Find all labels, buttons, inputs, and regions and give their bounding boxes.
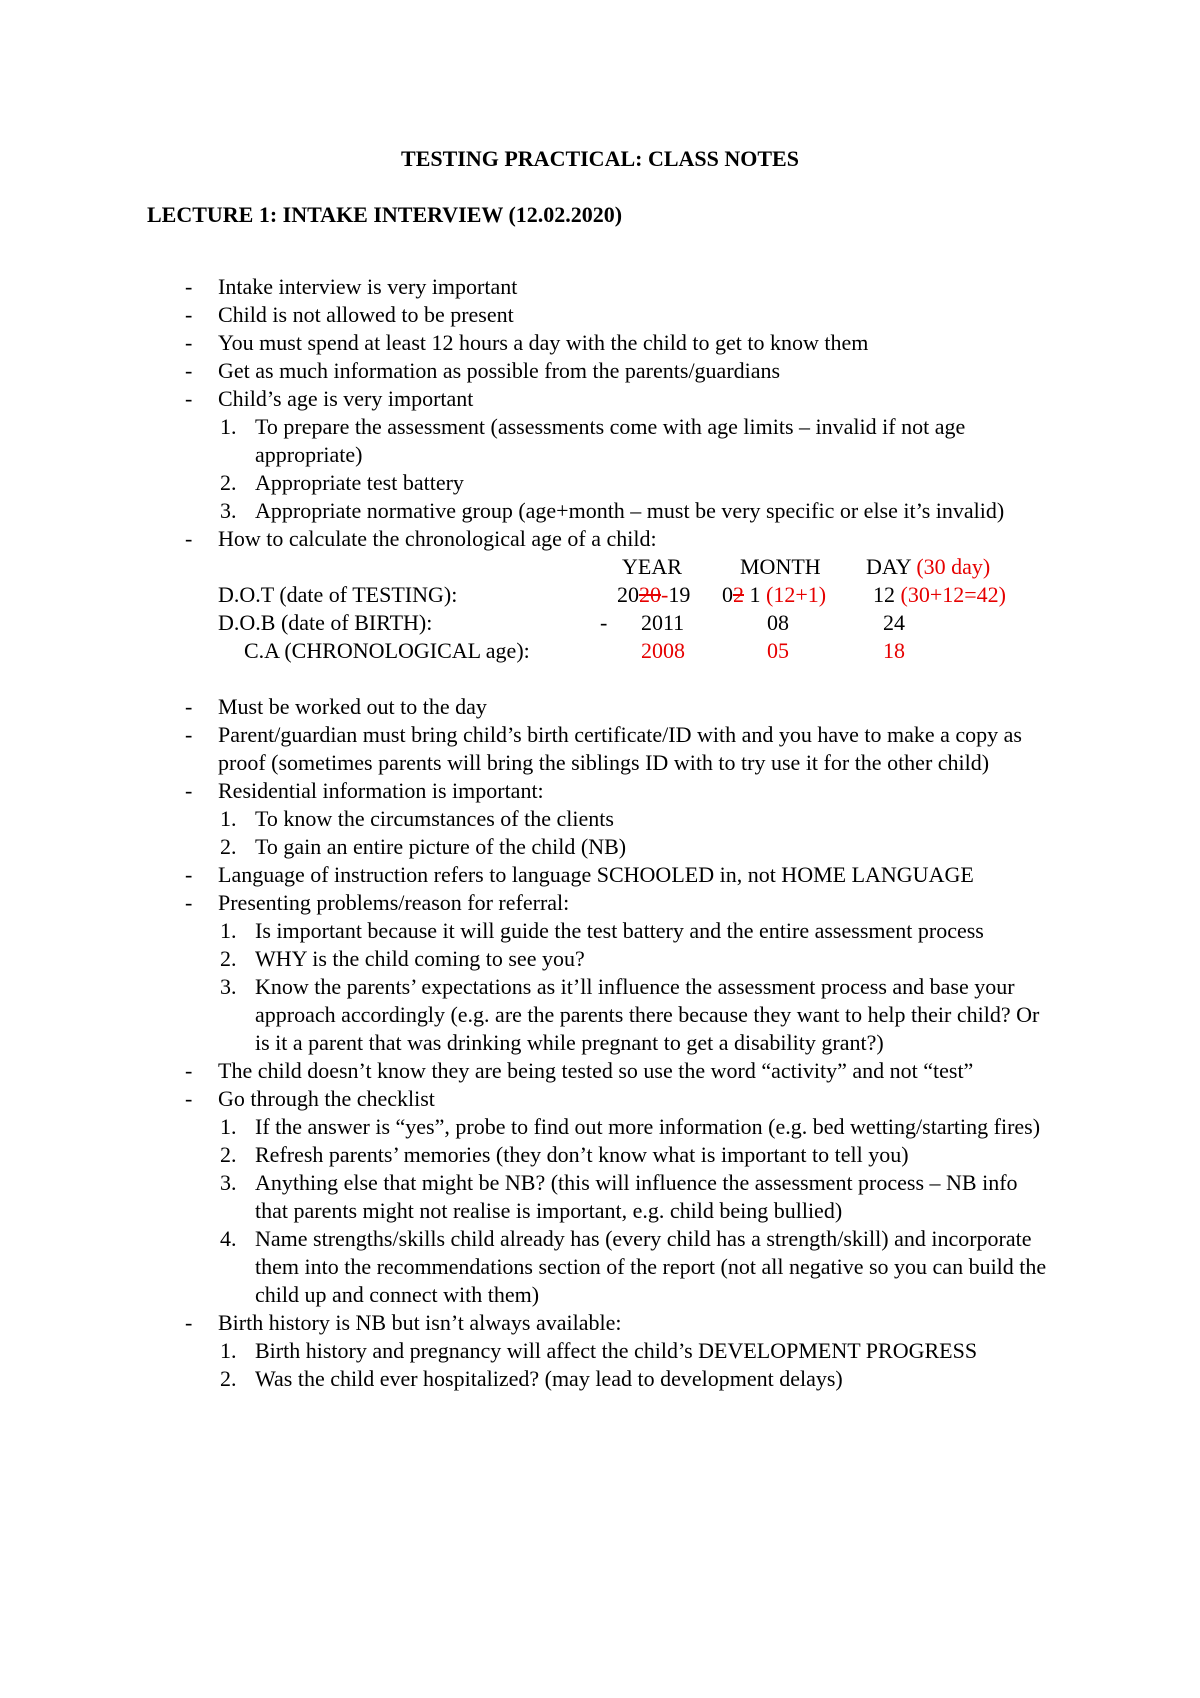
- table-row-dob: [0, 609, 1200, 637]
- lecture-heading: LECTURE 1: INTAKE INTERVIEW (12.02.2020): [147, 202, 623, 227]
- numbered-text: To know the circumstances of the clients: [255, 806, 614, 831]
- dash-marker: -: [185, 302, 193, 327]
- day-header: [866, 553, 990, 581]
- dash-marker: -: [185, 1310, 193, 1335]
- bullet-item: [0, 1057, 1068, 1085]
- numbered-text: Know the parents’ expectations as it’ll influence the assessment process and base your approach accordingly (e.g. are the parents there because they want to help their child? Or is it a parent that was drinking while pregnant to get a disability grant?): [255, 974, 1040, 1055]
- numbered-item: [0, 1365, 1055, 1393]
- dash-marker: -: [185, 386, 193, 411]
- dash-marker: -: [185, 358, 193, 383]
- bullet-text: Residential information is important:: [218, 778, 544, 803]
- bullet-text: Child is not allowed to be present: [218, 302, 514, 327]
- numbered-text: Birth history and pregnancy will affect the child’s DEVELOPMENT PROGRESS: [255, 1338, 978, 1363]
- table-row-ca: [0, 637, 1200, 665]
- dob-day: 24: [883, 610, 905, 635]
- bullet-item: [0, 301, 1068, 329]
- ca-day: 18: [883, 638, 905, 663]
- document-title: TESTING PRACTICAL: CLASS NOTES: [401, 146, 799, 171]
- number-marker: 1.: [220, 1114, 237, 1139]
- numbered-text: Was the child ever hospitalized? (may lead to development delays): [255, 1366, 843, 1391]
- bullet-item: [0, 385, 1068, 413]
- numbered-text: To prepare the assessment (assessments come with age limits – invalid if not age appropriate): [255, 414, 966, 467]
- number-marker: 1.: [220, 1338, 237, 1363]
- bullet-item: [0, 525, 1068, 553]
- dot-month-prefix: 0: [722, 582, 733, 607]
- number-marker: 3.: [220, 974, 237, 999]
- bullet-item: [0, 1309, 1068, 1337]
- bullet-text: Get as much information as possible from the parents/guardians: [218, 358, 781, 383]
- dash-marker: -: [185, 1086, 193, 1111]
- day-header-label: DAY: [866, 554, 911, 579]
- dot-day-note: (30+12=42): [900, 582, 1006, 607]
- numbered-item: [0, 1225, 1055, 1309]
- day-header-note: (30 day): [916, 554, 991, 579]
- bullet-item: [0, 693, 1068, 721]
- numbered-item: [0, 973, 1055, 1057]
- bullet-text: You must spend at least 12 hours a day with the child to get to know them: [218, 330, 869, 355]
- bullet-item: [0, 777, 1068, 805]
- numbered-item: [0, 917, 1055, 945]
- numbered-item: [0, 1113, 1055, 1141]
- number-marker: 2.: [220, 470, 237, 495]
- bullet-item: [0, 329, 1068, 357]
- numbered-text: Anything else that might be NB? (this will influence the assessment process – NB info that parents might not realise is important, e.g. child being bullied): [255, 1170, 1018, 1223]
- numbered-text: Name strengths/skills child already has (every child has a strength/skill) and incorporate them into the recommendations section of the report (not all negative so you can build the child up and connect with them): [255, 1226, 1047, 1307]
- numbered-item: [0, 497, 1055, 525]
- numbered-item: [0, 805, 1055, 833]
- dob-month: 08: [767, 610, 789, 635]
- number-marker: 4.: [220, 1226, 237, 1251]
- bullet-text: Parent/guardian must bring child’s birth certificate/ID with and you have to make a copy as proof (sometimes parents will bring the siblings ID with to try use it for the other child): [218, 722, 1022, 775]
- dot-year-prefix: 20: [617, 582, 639, 607]
- numbered-item: [0, 1169, 1055, 1225]
- month-header: MONTH: [740, 554, 821, 579]
- bullet-text: The child doesn’t know they are being tested so use the word “activity” and not “test”: [218, 1058, 974, 1083]
- bullet-item: [0, 721, 1068, 777]
- numbered-text: WHY is the child coming to see you?: [255, 946, 585, 971]
- number-marker: 2.: [220, 1366, 237, 1391]
- number-marker: 2.: [220, 946, 237, 971]
- bullet-item: [0, 357, 1068, 385]
- dash-marker: -: [185, 722, 193, 747]
- dot-year: [617, 581, 690, 609]
- dash-marker: -: [185, 1058, 193, 1083]
- dot-year-struck: 20: [639, 582, 661, 607]
- dot-year-correction: -: [661, 582, 669, 607]
- dash-marker: -: [185, 694, 193, 719]
- ca-label: C.A (CHRONOLOGICAL age):: [244, 638, 530, 663]
- bullet-item: [0, 1085, 1068, 1113]
- dash-marker: -: [185, 890, 193, 915]
- dob-year: 2011: [641, 610, 685, 635]
- number-marker: 1.: [220, 918, 237, 943]
- dob-label: D.O.B (date of BIRTH):: [218, 610, 433, 635]
- number-marker: 3.: [220, 498, 237, 523]
- bullet-text: Intake interview is very important: [218, 274, 518, 299]
- number-marker: 2.: [220, 834, 237, 859]
- dot-day: [873, 581, 1006, 609]
- bullet-text: Language of instruction refers to language SCHOOLED in, not HOME LANGUAGE: [218, 862, 974, 887]
- dot-year-suffix: 19: [668, 582, 691, 607]
- bullet-text: How to calculate the chronological age of a child:: [218, 526, 657, 551]
- number-marker: 1.: [220, 806, 237, 831]
- numbered-item: [0, 945, 1055, 973]
- ca-year: 2008: [641, 638, 685, 663]
- bullet-text: Birth history is NB but isn’t always available:: [218, 1310, 622, 1335]
- numbered-item: [0, 1141, 1055, 1169]
- notes-content: [0, 273, 1200, 1393]
- numbered-item: [0, 1337, 1055, 1365]
- numbered-item: [0, 413, 1055, 469]
- age-calculation-table: [0, 553, 1200, 665]
- number-marker: 2.: [220, 1142, 237, 1167]
- numbered-text: Refresh parents’ memories (they don’t know what is important to tell you): [255, 1142, 909, 1167]
- dot-month: [722, 581, 826, 609]
- bullet-text: Go through the checklist: [218, 1086, 435, 1111]
- dot-month-struck: 2: [733, 582, 744, 607]
- dash-marker: -: [185, 526, 193, 551]
- numbered-text: Appropriate test battery: [255, 470, 464, 495]
- dash-marker: -: [185, 778, 193, 803]
- number-marker: 3.: [220, 1170, 237, 1195]
- numbered-item: [0, 469, 1055, 497]
- dash-marker: -: [185, 330, 193, 355]
- numbered-text: Appropriate normative group (age+month – must be very specific or else it’s invalid): [255, 498, 1005, 523]
- dot-month-value: 1: [749, 582, 761, 607]
- bullet-text: Must be worked out to the day: [218, 694, 487, 719]
- bullet-text: Child’s age is very important: [218, 386, 474, 411]
- table-header-row: [0, 553, 1200, 581]
- dash-marker: -: [185, 274, 193, 299]
- table-row-dot: [0, 581, 1200, 609]
- year-header: YEAR: [622, 554, 682, 579]
- number-marker: 1.: [220, 414, 237, 439]
- numbered-text: To gain an entire picture of the child (NB): [255, 834, 627, 859]
- dot-day-value: 12: [873, 582, 895, 607]
- bullet-text: Presenting problems/reason for referral:: [218, 890, 570, 915]
- numbered-text: If the answer is “yes”, probe to find out more information (e.g. bed wetting/starting fires): [255, 1114, 1041, 1139]
- numbered-item: [0, 833, 1055, 861]
- bullet-item: [0, 273, 1068, 301]
- spacer: [0, 665, 1200, 693]
- dot-month-note: (12+1): [766, 582, 827, 607]
- dash-marker: -: [185, 862, 193, 887]
- dob-minus: -: [600, 610, 608, 635]
- ca-month: 05: [767, 638, 789, 663]
- dot-label: D.O.T (date of TESTING):: [218, 582, 458, 607]
- bullet-item: [0, 889, 1068, 917]
- numbered-text: Is important because it will guide the test battery and the entire assessment process: [255, 918, 984, 943]
- bullet-item: [0, 861, 1068, 889]
